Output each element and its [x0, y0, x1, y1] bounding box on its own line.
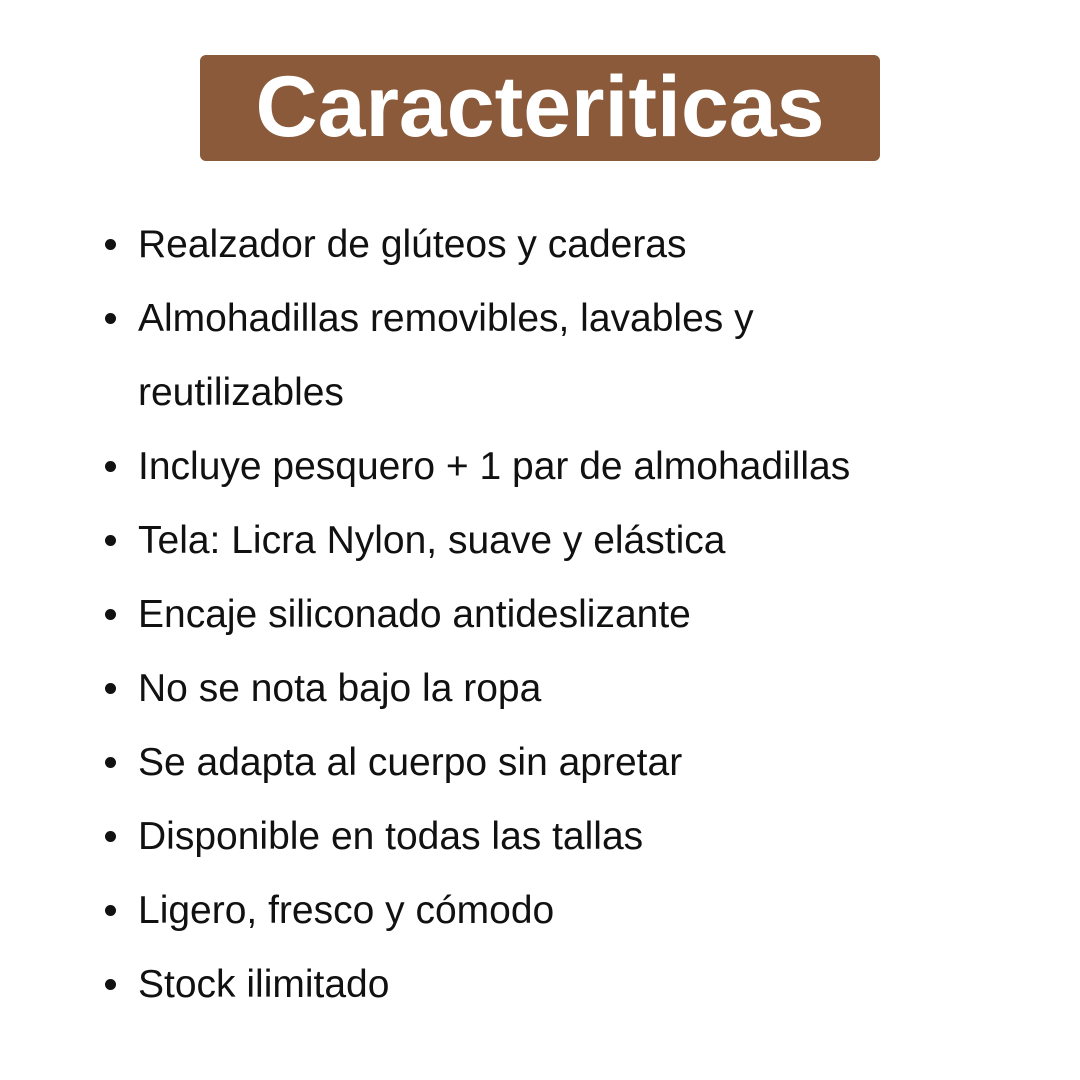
feature-text: Almohadillas removibles, lavables y reutilizables — [138, 297, 754, 414]
bullet-icon — [105, 683, 116, 694]
list-item — [105, 282, 838, 430]
bullet-icon — [105, 239, 116, 250]
bullet-icon — [105, 313, 116, 324]
list-item — [105, 504, 1005, 578]
feature-text: Stock ilimitado — [138, 963, 390, 1006]
bullet-icon — [105, 461, 116, 472]
title-banner — [200, 55, 880, 161]
feature-text: Disponible en todas las tallas — [138, 815, 644, 858]
feature-text: No se nota bajo la ropa — [138, 667, 542, 710]
list-item — [105, 652, 1005, 726]
list-item — [105, 430, 1005, 504]
list-item — [105, 874, 1005, 948]
list-item — [105, 578, 1005, 652]
feature-text: Encaje siliconado antideslizante — [138, 593, 691, 636]
feature-text: Ligero, fresco y cómodo — [138, 889, 555, 932]
list-item — [105, 948, 1005, 1022]
page-title: Caracteriticas — [255, 59, 825, 155]
feature-text: Tela: Licra Nylon, suave y elástica — [138, 519, 726, 562]
list-item — [105, 208, 1005, 282]
bullet-icon — [105, 905, 116, 916]
bullet-icon — [105, 831, 116, 842]
feature-list — [105, 208, 1005, 1022]
feature-text: Incluye pesquero + 1 par de almohadillas — [138, 445, 851, 488]
feature-text: Se adapta al cuerpo sin apretar — [138, 741, 683, 784]
feature-text: Realzador de glúteos y caderas — [138, 223, 687, 266]
list-item — [105, 800, 1005, 874]
bullet-icon — [105, 609, 116, 620]
list-item — [105, 726, 1005, 800]
bullet-icon — [105, 979, 116, 990]
bullet-icon — [105, 535, 116, 546]
bullet-icon — [105, 757, 116, 768]
